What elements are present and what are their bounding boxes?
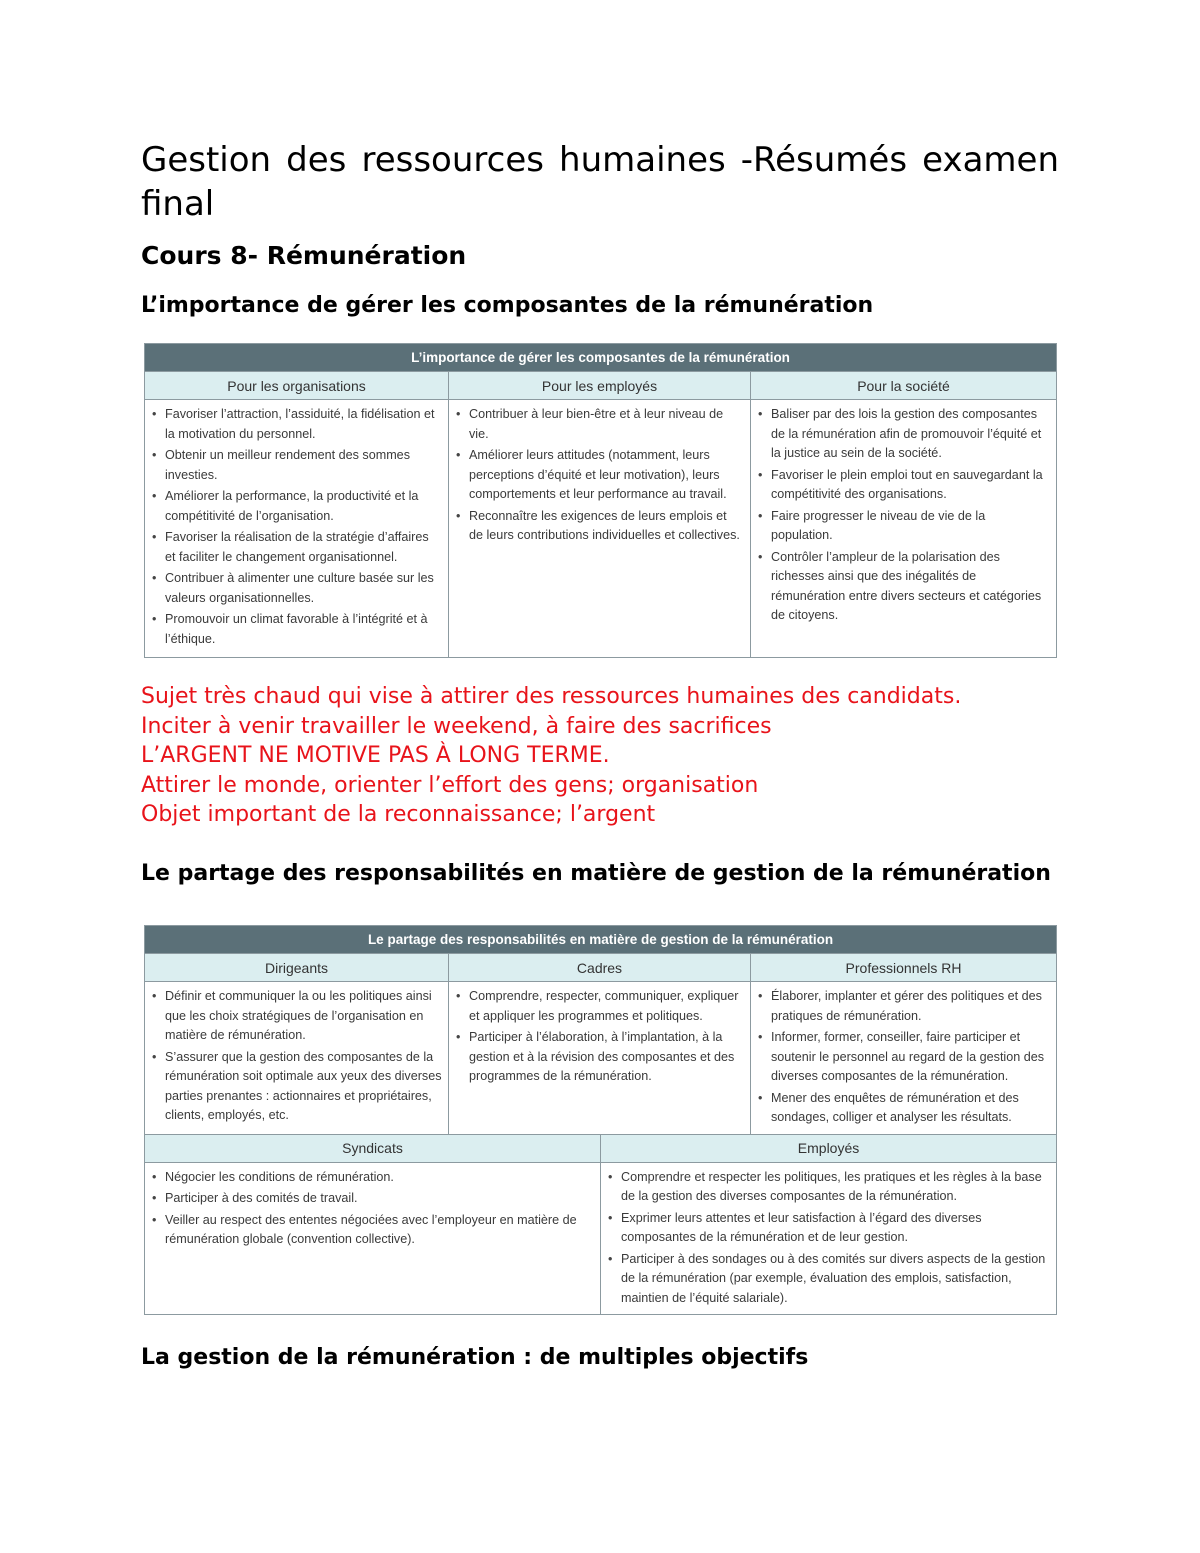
- list-item: • Promouvoir un climat favorable à l’intégrité et à l’éthique.: [165, 610, 442, 649]
- list-item: • Comprendre et respecter les politiques, les pratiques et les règles à la base de la gestion des diverses composantes de la rémunération.: [621, 1168, 1050, 1207]
- list-item: • S’assurer que la gestion des composantes de la rémunération soit optimale aux yeux des diverses parties prenantes : actionnaires et propriétaires, clients, employés, etc.: [165, 1048, 442, 1126]
- cell-employes: [449, 400, 751, 658]
- responsibilities-table: [144, 925, 1057, 1315]
- note-line: L’ARGENT NE MOTIVE PAS À LONG TERME.: [141, 743, 610, 768]
- note-line: Objet important de la reconnaissance; l’argent: [141, 802, 656, 827]
- cell-dirigeants: [145, 982, 449, 1135]
- list-item: • Mener des enquêtes de rémunération et des sondages, colliger et analyser les résultats.: [771, 1089, 1050, 1128]
- column-header-employes: Pour les employés: [449, 372, 751, 400]
- cell-professionnels-rh: [751, 982, 1057, 1135]
- list-item: • Baliser par des lois la gestion des composantes de la rémunération afin de promouvoir l’équité et la justice au sein de la société.: [771, 405, 1050, 464]
- section-heading-objectifs: La gestion de la rémunération : de multiples objectifs: [141, 1345, 809, 1370]
- column-header-societe: Pour la société: [751, 372, 1057, 400]
- cell-syndicats: [145, 1162, 601, 1315]
- list-item: • Favoriser l’attraction, l’assiduité, la fidélisation et la motivation du personnel.: [165, 405, 442, 444]
- list-item: • Définir et communiquer la ou les politiques ainsi que les choix stratégiques de l’organisation en matière de rémunération.: [165, 987, 442, 1046]
- list-item: • Reconnaître les exigences de leurs emplois et de leurs contributions individuelles et collectives.: [469, 507, 744, 546]
- list-item: • Participer à des comités de travail.: [165, 1189, 594, 1209]
- course-heading: Cours 8- Rémunération: [141, 241, 467, 270]
- list-item: • Élaborer, implanter et gérer des politiques et des pratiques de rémunération.: [771, 987, 1050, 1026]
- list-item: • Contribuer à alimenter une culture basée sur les valeurs organisationnelles.: [165, 569, 442, 608]
- list-item: • Comprendre, respecter, communiquer, expliquer et appliquer les programmes et politiques.: [469, 987, 744, 1026]
- red-notes: [141, 682, 1081, 830]
- cell-organisations: [145, 400, 449, 658]
- note-line: Attirer le monde, orienter l’effort des gens; organisation: [141, 772, 759, 798]
- list-item: • Contribuer à leur bien-être et à leur niveau de vie.: [469, 405, 744, 444]
- importance-table-caption: L’importance de gérer les composantes de la rémunération: [145, 344, 1057, 372]
- list-item: • Améliorer leurs attitudes (notamment, leurs perceptions d’équité et leur motivation), leurs comportements et leur performance au travail.: [469, 446, 744, 505]
- list-item: • Participer à l’élaboration, à l’implantation, à la gestion et à la révision des composantes et des programmes de la rémunération.: [469, 1028, 744, 1087]
- list-item: • Améliorer la performance, la productivité et la compétitivité de l’organisation.: [165, 487, 442, 526]
- cell-employes-2: [601, 1162, 1057, 1315]
- list-item: • Veiller au respect des ententes négociées avec l’employeur en matière de rémunération globale (convention collective).: [165, 1211, 594, 1250]
- section-heading-partage: Le partage des responsabilités en matière de gestion de la rémunération: [141, 861, 1051, 886]
- list-item: • Participer à des sondages ou à des comités sur divers aspects de la gestion de la rémunération (par exemple, évaluation des emplois, satisfaction, maintien de l’équité salariale).: [621, 1250, 1050, 1309]
- column-header-organisations: Pour les organisations: [145, 372, 449, 400]
- list-item: • Négocier les conditions de rémunération.: [165, 1168, 594, 1188]
- importance-table: [144, 343, 1057, 658]
- list-item: • Favoriser la réalisation de la stratégie d’affaires et faciliter le changement organisationnel.: [165, 528, 442, 567]
- cell-cadres: [449, 982, 751, 1135]
- responsibilities-table-caption: Le partage des responsabilités en matière de gestion de la rémunération: [145, 926, 1057, 954]
- list-item: • Faire progresser le niveau de vie de la population.: [771, 507, 1050, 546]
- cell-societe: [751, 400, 1057, 658]
- note-line: Inciter à venir travailler le weekend, à faire des sacrifices: [141, 713, 772, 739]
- document-title: Gestion des ressources humaines -Résumés examen final: [141, 140, 1059, 224]
- section-heading-importance: L’importance de gérer les composantes de la rémunération: [141, 293, 874, 318]
- list-item: • Contrôler l’ampleur de la polarisation des richesses ainsi que des inégalités de rémunération entre divers secteurs et catégories de citoyens.: [771, 548, 1050, 626]
- column-header-cadres: Cadres: [449, 954, 751, 982]
- list-item: • Exprimer leurs attentes et leur satisfaction à l’égard des diverses composantes de la rémunération et de leur gestion.: [621, 1209, 1050, 1248]
- list-item: • Obtenir un meilleur rendement des sommes investies.: [165, 446, 442, 485]
- column-header-syndicats: Syndicats: [145, 1134, 601, 1162]
- note-line: Sujet très chaud qui vise à attirer des ressources humaines des candidats.: [141, 684, 962, 709]
- list-item: • Favoriser le plein emploi tout en sauvegardant la compétitivité des organisations.: [771, 466, 1050, 505]
- list-item: • Informer, former, conseiller, faire participer et soutenir le personnel au regard de la gestion des diverses composantes de la rémunération.: [771, 1028, 1050, 1087]
- column-header-dirigeants: Dirigeants: [145, 954, 449, 982]
- column-header-employes-2: Employés: [601, 1134, 1057, 1162]
- column-header-professionnels-rh: Professionnels RH: [751, 954, 1057, 982]
